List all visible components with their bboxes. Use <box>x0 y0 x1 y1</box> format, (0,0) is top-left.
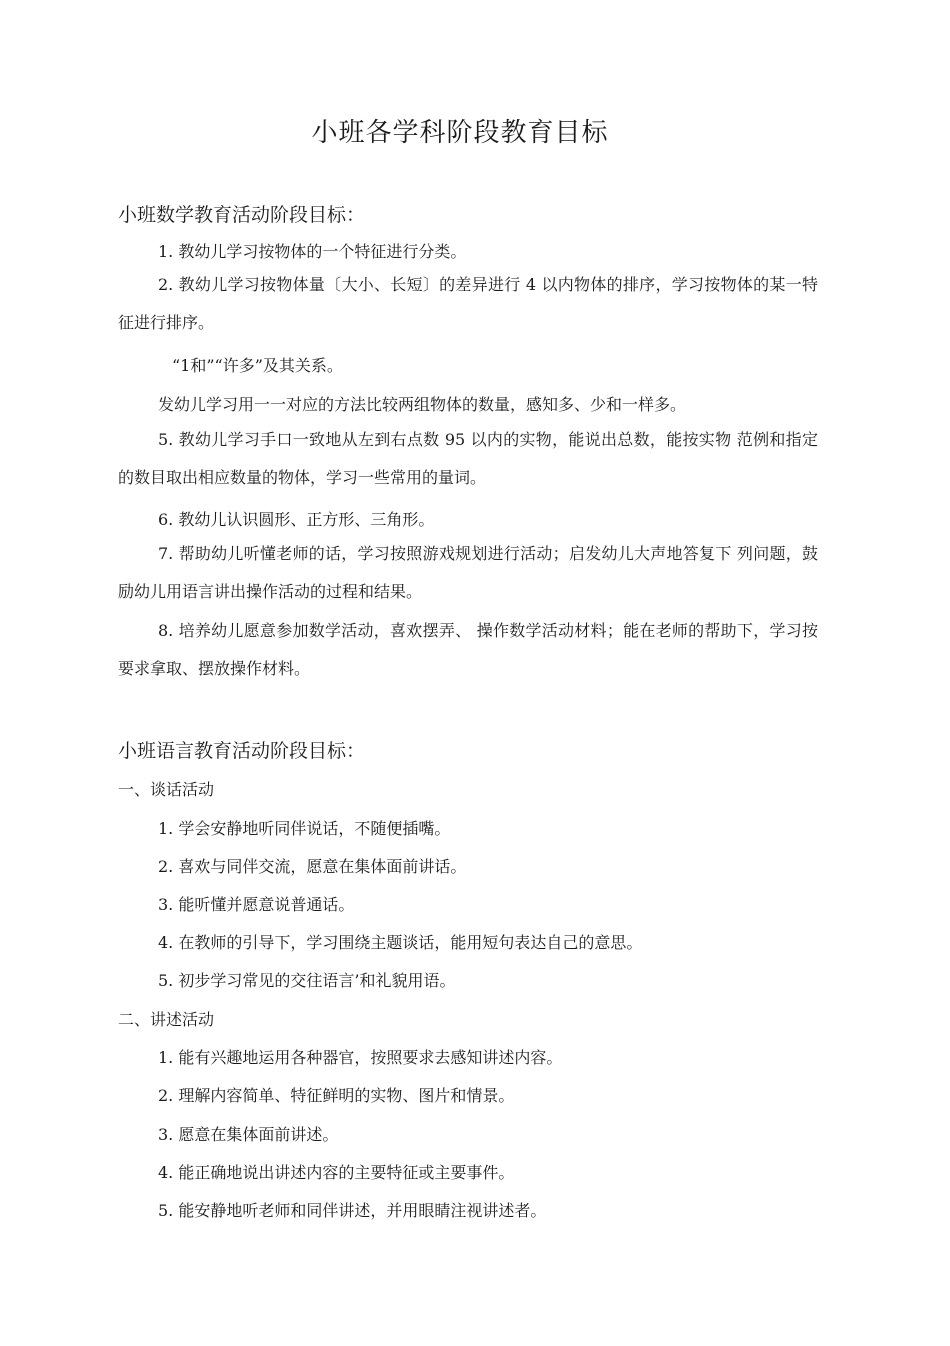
math-goal-3: “1和”“许多”及其关系。 <box>172 356 343 375</box>
page-title: 小班各学科阶段教育目标 <box>311 118 609 148</box>
math-section-heading: 小班数学教育活动阶段目标： <box>118 204 366 226</box>
talk-activity-heading: 一、谈话活动 <box>118 780 215 799</box>
talk-goal-1: 1. 学会安静地听同伴说话，不随便插嘴。 <box>158 819 451 838</box>
math-goal-2: 2. 教幼儿学习按物体量〔大小、长短〕的差异进行 4 以内物体的排序，学习按物体的某一特征进行排序。 <box>118 275 818 332</box>
math-goal-8: 8. 培养幼儿愿意参加数学活动，喜欢摆弄、 操作数学活动材料；能在老师的帮助下，学习按要求拿取、摆放操作材料。 <box>118 621 818 678</box>
talk-goal-3: 3. 能听懂并愿意说普通话。 <box>158 895 355 914</box>
language-section-heading: 小班语言教育活动阶段目标： <box>118 740 366 762</box>
math-goal-6: 6. 教幼儿认识圆形、正方形、三角形。 <box>158 510 435 529</box>
talk-goal-5: 5. 初步学习常见的交往语言’和礼貌用语。 <box>158 971 456 990</box>
talk-goal-4: 4. 在教师的引导下，学习围绕主题谈话，能用短句表达自己的意思。 <box>158 933 643 952</box>
narrate-goal-3: 3. 愿意在集体面前讲述。 <box>158 1125 339 1144</box>
math-goal-1: 1. 教幼儿学习按物体的一个特征进行分类。 <box>158 242 467 261</box>
narrate-goal-2: 2. 理解内容简单、特征鲜明的实物、图片和情景。 <box>158 1086 515 1105</box>
math-goal-4: 发幼儿学习用一一对应的方法比较两组物体的数量，感知多、少和一样多。 <box>158 395 687 414</box>
narrate-goal-1: 1. 能有兴趣地运用各种器官，按照要求去感知讲述内容。 <box>158 1048 563 1067</box>
narrate-goal-4: 4. 能正确地说出讲述内容的主要特征或主要事件。 <box>158 1163 515 1182</box>
narrate-goal-5: 5. 能安静地听老师和同伴讲述，并用眼睛注视讲述者。 <box>158 1201 547 1220</box>
narrate-activity-heading: 二、讲述活动 <box>118 1010 215 1029</box>
math-goal-7: 7. 帮助幼儿听懂老师的话，学习按照游戏规划进行活动；启发幼儿大声地答复下 列问题，鼓励幼儿用语言讲出操作活动的过程和结果。 <box>118 544 818 601</box>
talk-goal-2: 2. 喜欢与同伴交流，愿意在集体面前讲话。 <box>158 857 467 876</box>
math-goal-5: 5. 教幼儿学习手口一致地从左到右点数 95 以内的实物，能说出总数，能按实物 范例和指定的数目取出相应数量的物体，学习一些常用的量词。 <box>118 430 818 487</box>
